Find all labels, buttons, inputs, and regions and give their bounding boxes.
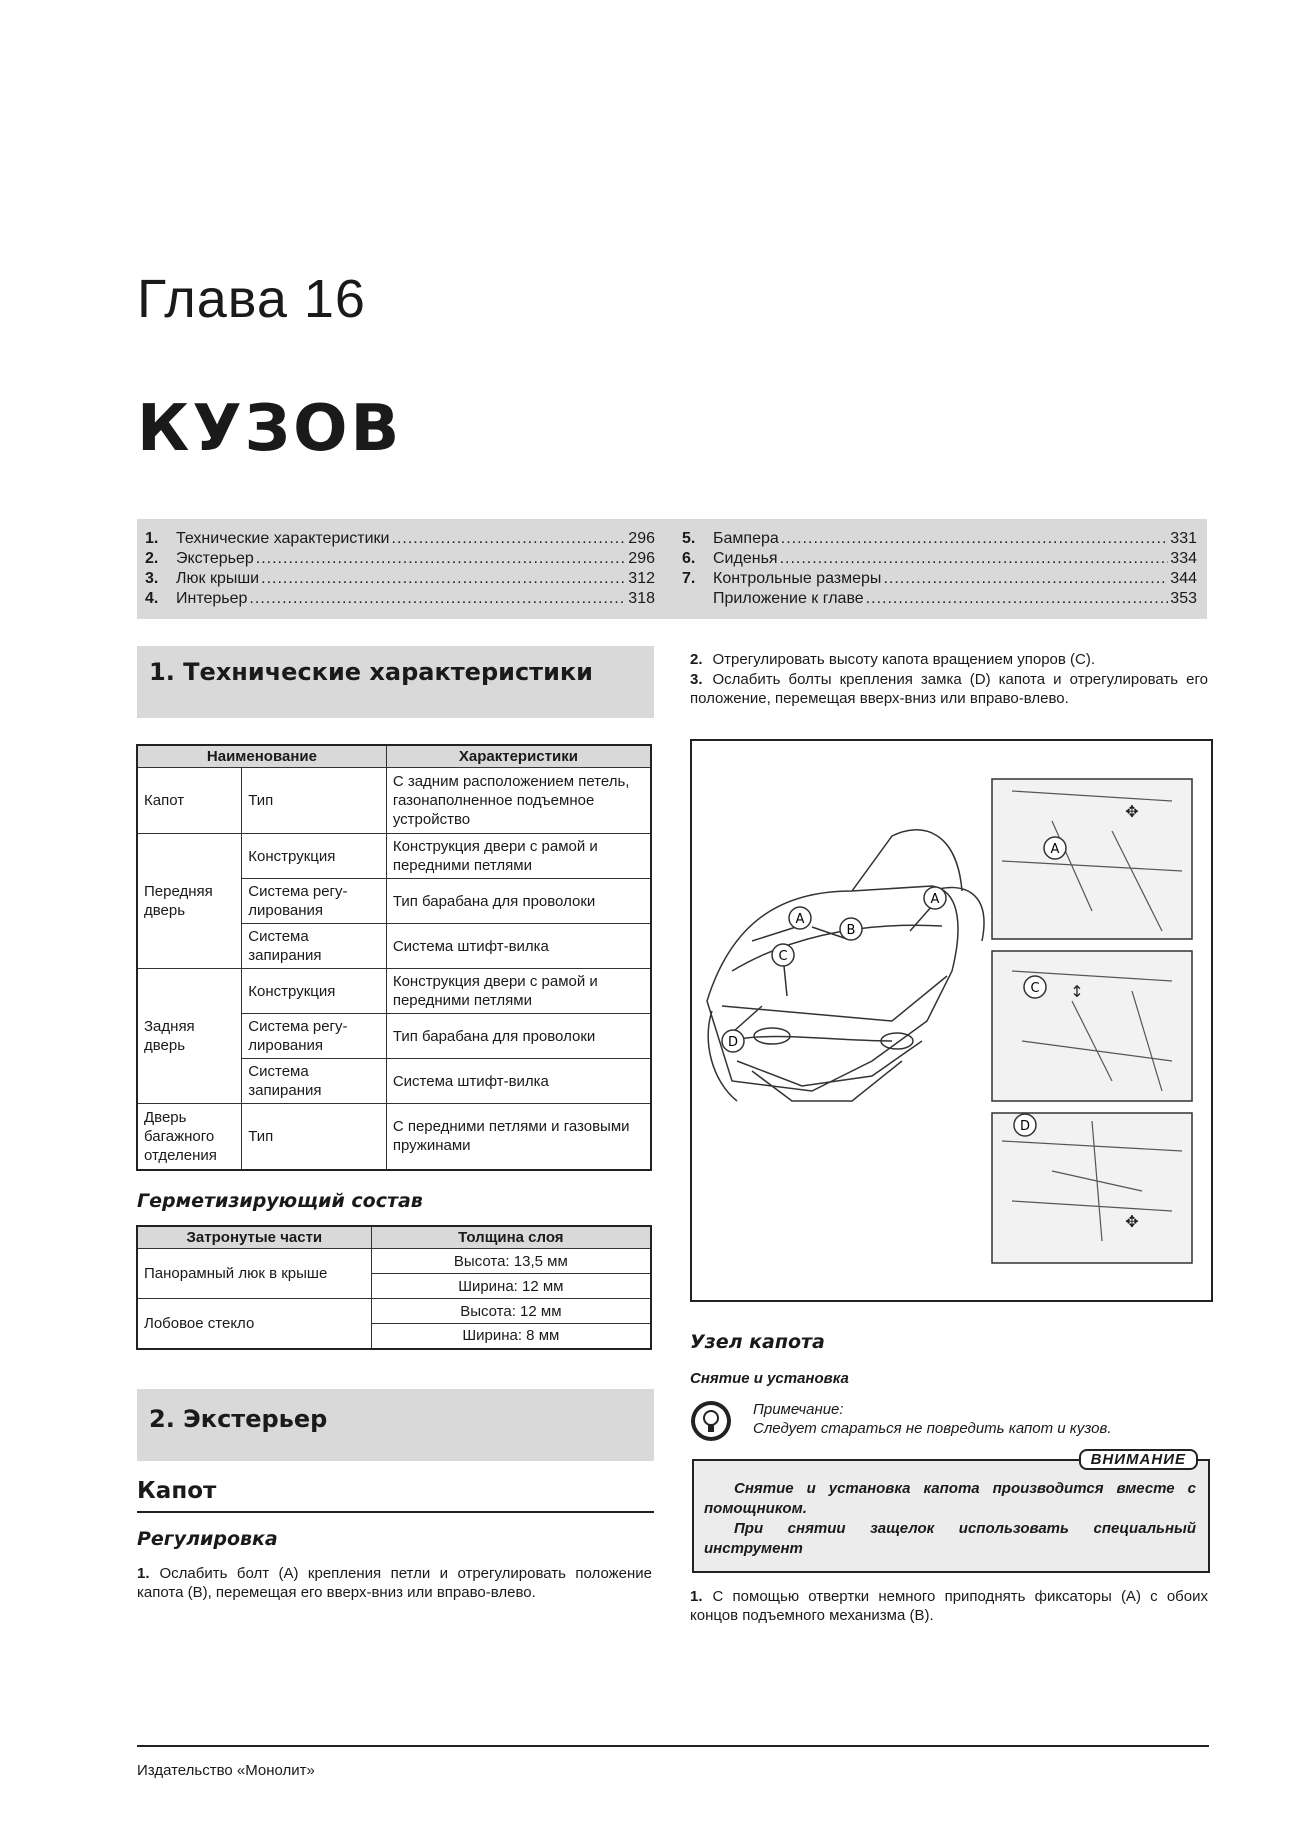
callout-label: C: [778, 949, 788, 964]
toc-item[interactable]: 4. Интерьер ..... 318: [145, 589, 655, 609]
note-text: Следует стараться не повредить капот и кузов.: [753, 1420, 1112, 1437]
warning-text: Снятие и установка капота производится вместе с помощником. При снятии защелок использовать специальный инструмент: [704, 1480, 1196, 1557]
step-text: 3. Ослабить болты крепления замка (D) капота и отрегулировать его положение, перемещая вверх-вниз или вправо-влево.: [690, 671, 1208, 707]
step-text: 1. Ослабить болт (А) крепления петли и отрегулировать положение капота (В), перемещая его вверх-вниз или вправо-влево.: [137, 1565, 652, 1601]
car-hood-illustration: [692, 741, 1211, 1300]
footer-publisher: Издательство «Монолит»: [137, 1762, 315, 1779]
table-of-contents: [137, 519, 1207, 619]
chapter-number: Глава 16: [137, 269, 366, 329]
callout-label: A: [1050, 842, 1060, 857]
callout-label: A: [795, 912, 805, 927]
assembly-title: Узел капота: [690, 1331, 825, 1353]
callout-label: B: [846, 923, 856, 938]
note-icon: [690, 1400, 732, 1442]
note-block: [753, 1400, 1111, 1438]
toc-item[interactable]: 6. Сиденья ..... 334: [682, 549, 1197, 569]
table-row: Ширина: 8 мм: [137, 1324, 651, 1349]
table-row: Система регу-лирования Тип барабана для проволоки: [137, 879, 651, 924]
move-arrows-icon: ✥: [1125, 802, 1139, 821]
table-row: Дверь багажного отделения Тип С передними петлями и газовыми пружинами: [137, 1104, 651, 1170]
rotate-arrow-icon: ↕: [1070, 982, 1084, 1001]
column-header: Толщина слоя: [371, 1226, 651, 1249]
table-row: Капот Тип С задним расположением петель, газонаполненное подъемное устройство: [137, 768, 651, 834]
callout-label: D: [727, 1035, 739, 1050]
move-arrows-icon: ✥: [1125, 1212, 1139, 1231]
toc-item[interactable]: 1. Технические характеристики ..... 296: [145, 529, 655, 549]
spec-table: [136, 744, 652, 1171]
table-row: Система запирания Система штифт-вилка: [137, 1059, 651, 1104]
section-title: 2. Экстерьер: [149, 1405, 328, 1433]
toc-item[interactable]: 5. Бампера ..... 331: [682, 529, 1197, 549]
section-header-specs: [137, 646, 654, 718]
callout-label: C: [1030, 981, 1040, 996]
note-label: Примечание:: [753, 1401, 844, 1418]
warning-tag: ВНИМАНИЕ: [1079, 1449, 1198, 1470]
hood-diagram: [690, 739, 1213, 1302]
subsection-title: Капот: [137, 1478, 217, 1504]
toc-item[interactable]: 7. Контрольные размеры ..... 344: [682, 569, 1197, 589]
section-header-exterior: [137, 1389, 654, 1461]
column-header: Характеристики: [386, 745, 651, 768]
warning-box: [692, 1451, 1210, 1573]
sealant-title: Герметизирующий состав: [137, 1190, 423, 1212]
toc-right-column: [682, 529, 1197, 609]
table-row: Передняя дверь Конструкция Конструкция двери с рамой и передними петлями: [137, 834, 651, 879]
table-row: Система запирания Система штифт-вилка: [137, 924, 651, 969]
table-row: Лобовое стекло Высота: 12 мм: [137, 1299, 651, 1324]
table-row: Задняя дверь Конструкция Конструкция двери с рамой и передними петлями: [137, 969, 651, 1014]
table-row: Ширина: 12 мм: [137, 1274, 651, 1299]
footer-divider: [137, 1745, 1209, 1747]
divider: [137, 1511, 654, 1513]
toc-item[interactable]: 3. Люк крыши ..... 312: [145, 569, 655, 589]
subsection-subtitle: Регулировка: [137, 1528, 278, 1550]
step-text: 1. С помощью отвертки немного приподнять фиксаторы (А) с обоих концов подъемного механизма (В).: [690, 1588, 1208, 1624]
removal-title: Снятие и установка: [690, 1370, 849, 1387]
section-title: 1. Технические характеристики: [149, 658, 593, 686]
table-row: Система регу-лирования Тип барабана для проволоки: [137, 1014, 651, 1059]
step-text: 2. Отрегулировать высоту капота вращением упоров (С).: [690, 651, 1096, 668]
toc-left-column: [145, 529, 655, 609]
callout-label: A: [930, 892, 940, 907]
column-header: Наименование: [137, 745, 386, 768]
toc-item[interactable]: 2. Экстерьер ..... 296: [145, 549, 655, 569]
table-row: Панорамный люк в крыше Высота: 13,5 мм: [137, 1249, 651, 1274]
callout-label: D: [1019, 1119, 1031, 1134]
column-header: Затронутые части: [137, 1226, 371, 1249]
chapter-title: КУЗОВ: [137, 392, 403, 466]
toc-item[interactable]: Приложение к главе ..... 353: [682, 589, 1197, 609]
sealant-table: [136, 1225, 652, 1350]
